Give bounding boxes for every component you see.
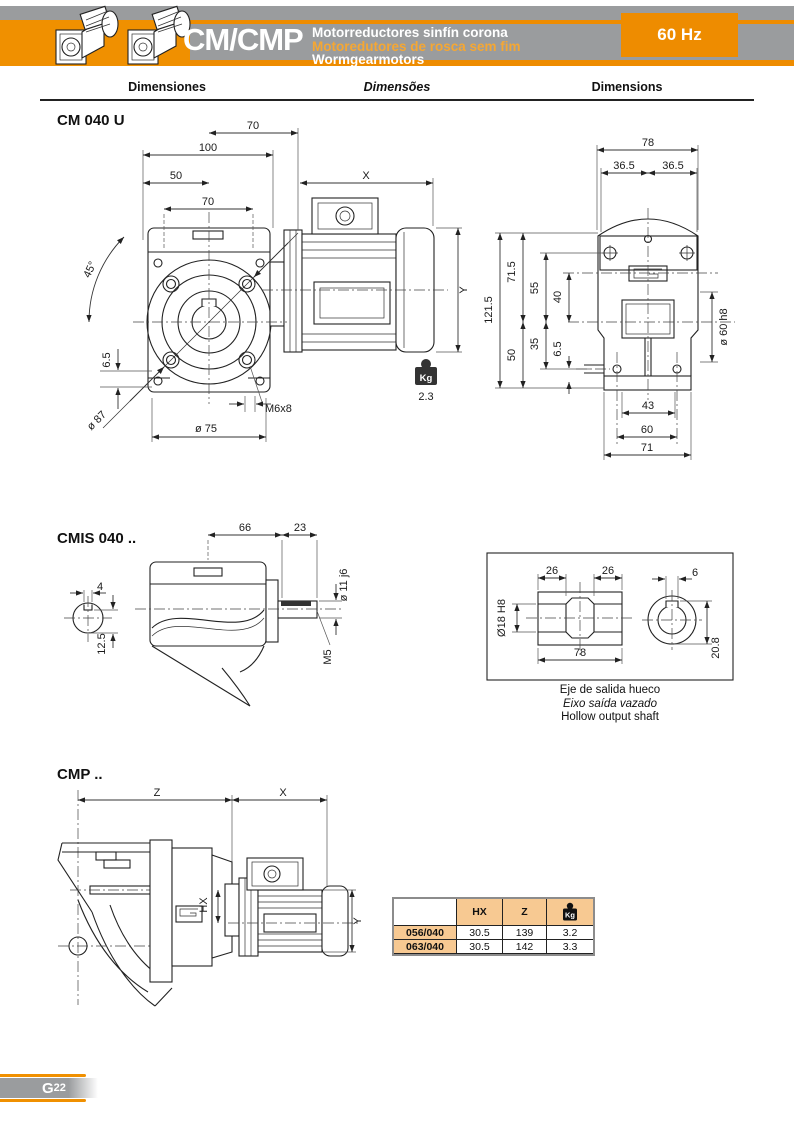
dim-20.8: 20.8	[710, 637, 722, 659]
dim-Z: Z	[153, 787, 161, 799]
dim-X: X	[362, 170, 370, 182]
section-title-cmis040: CMIS 040 ..	[57, 530, 137, 547]
dim-78-hollow: 78	[573, 647, 587, 659]
dim-70-holes: 70	[201, 196, 215, 208]
table-row-model: 063/040	[394, 940, 457, 954]
dim-dia11j6: ø 11 j6	[338, 568, 350, 602]
dim-dia87: ø 87	[84, 408, 109, 433]
dim-78: 78	[641, 137, 655, 149]
dim-40: 40	[552, 290, 564, 304]
table-cell-hx: 30.5	[457, 926, 503, 940]
dim-36.5-left: 36.5	[613, 160, 635, 172]
table-cell-kg: 3.3	[547, 940, 593, 954]
dim-71.5: 71.5	[506, 261, 518, 283]
page-title: CM/CMP	[183, 22, 303, 57]
footer-orange-line-top	[0, 1074, 86, 1077]
dim-6.5: 6.5	[101, 352, 113, 368]
dim-X-cmp: X	[279, 787, 287, 799]
hollow-shaft-detail	[487, 553, 733, 680]
dim-35: 35	[529, 337, 541, 351]
cm040u-front-view	[81, 120, 470, 442]
footer-orange-line-bottom	[0, 1099, 86, 1102]
table-header-z: Z	[503, 899, 547, 926]
dim-26-left: 26	[545, 565, 559, 577]
cmp-dimension-table	[392, 897, 595, 956]
table-header-kg	[547, 899, 593, 926]
dim-dia60h8: ø 60 h8	[718, 308, 730, 346]
table-row-model: 056/040	[394, 926, 457, 940]
dim-43: 43	[641, 400, 655, 412]
dimensions-label-pt: Dimensões	[363, 80, 431, 94]
dim-Y: Y	[458, 286, 470, 294]
weight-value: 2.3	[418, 391, 434, 403]
dim-12.5: 12.5	[96, 633, 108, 655]
dim-tap-m6x8: M6x8	[265, 403, 292, 415]
caption-en: Hollow output shaft	[561, 711, 659, 723]
dimensions-label-es: Dimensiones	[128, 80, 206, 94]
subtitle-spanish: Motorreductores sinfín corona	[312, 25, 508, 40]
dimensions-label-en: Dimensions	[591, 80, 663, 94]
dim-26-right: 26	[601, 565, 615, 577]
dim-tap-m5: M5	[322, 649, 334, 665]
footer-page-bar	[0, 1078, 98, 1098]
table-header-blank	[394, 899, 457, 926]
cm040u-rear-view	[483, 137, 735, 460]
subtitle-portuguese: Motoredutores de rosca sem fim	[312, 38, 521, 54]
cmp-view	[58, 787, 364, 1006]
dim-dia18h8: Ø18 H8	[496, 599, 508, 637]
caption-pt: Eixo saída vazado	[563, 697, 657, 710]
weight-kg-label: Kg	[419, 373, 433, 384]
table-cell-kg: 3.2	[547, 926, 593, 940]
cmis040-view	[64, 522, 350, 706]
footer-page-number: 22	[53, 1082, 66, 1094]
dim-HX: HX	[198, 897, 210, 913]
dim-55: 55	[529, 281, 541, 295]
table-cell-hx: 30.5	[457, 940, 503, 954]
dim-70-top: 70	[246, 120, 260, 132]
table-cell-z: 139	[503, 926, 547, 940]
dim-60: 60	[640, 424, 654, 436]
dim-71: 71	[640, 442, 654, 454]
weight-kg-label: Kg	[565, 910, 575, 920]
dim-6.5-rear: 6.5	[552, 341, 564, 357]
section-title-cmp: CMP ..	[57, 766, 103, 783]
table-header-hx: HX	[457, 899, 503, 926]
dim-50: 50	[169, 170, 183, 182]
weight-kg-icon	[415, 359, 437, 385]
dim-key4: 4	[96, 581, 104, 593]
section-title-cm040u: CM 040 U	[57, 112, 125, 129]
dim-angle-45: 45°	[81, 259, 100, 280]
frequency-badge: 60 Hz	[621, 13, 738, 57]
subtitle-english: Wormgearmotors	[312, 52, 425, 67]
dim-36.5-right: 36.5	[662, 160, 684, 172]
caption-es: Eje de salida hueco	[559, 684, 661, 696]
table-cell-z: 142	[503, 940, 547, 954]
weight-kg-icon	[562, 902, 578, 922]
dim-100: 100	[198, 142, 218, 154]
dim-50-rear: 50	[506, 348, 518, 362]
hollow-shaft-caption	[487, 684, 733, 725]
footer-page-letter: G	[42, 1079, 54, 1097]
dim-66: 66	[238, 522, 252, 534]
dim-121.5: 121.5	[483, 296, 495, 324]
dim-23: 23	[293, 522, 307, 534]
dim-dia75: ø 75	[194, 423, 218, 435]
dim-Y-cmp: Y	[352, 917, 364, 925]
dim-key6: 6	[691, 567, 699, 579]
